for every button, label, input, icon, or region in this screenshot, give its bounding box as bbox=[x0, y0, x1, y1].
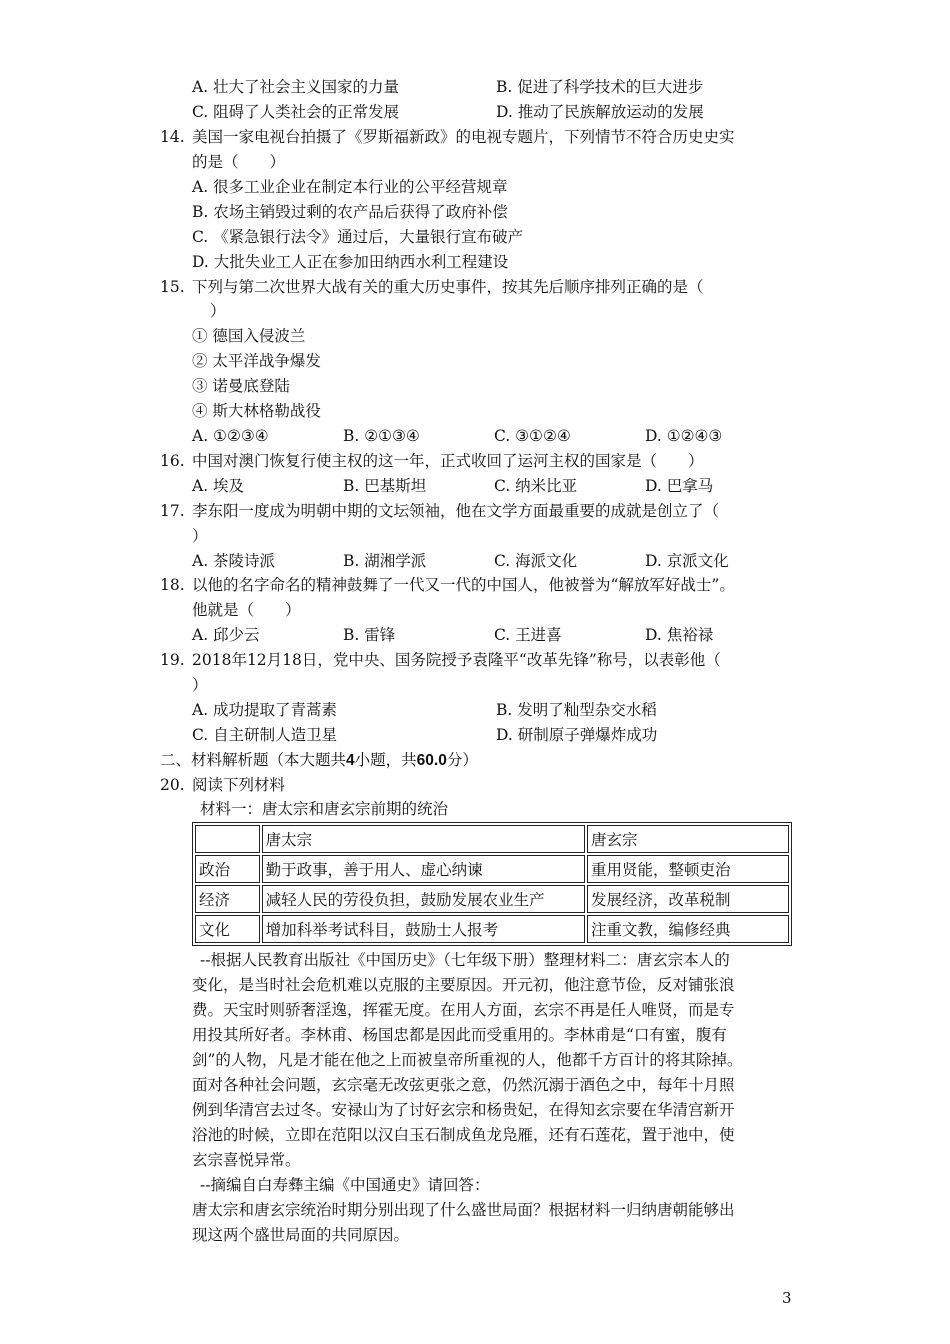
material-text-line: 面对各种社会问题，玄宗毫无改弦更张之意，仍然沉溺于酒色之中，每年十月照 bbox=[192, 1076, 735, 1094]
q14-option-b: B. 农场主销毁过剩的农产品后获得了政府补偿 bbox=[192, 203, 508, 221]
question-stem: 下列与第二次世界大战有关的重大历史事件，按其先后顺序排列正确的是（ bbox=[192, 278, 704, 296]
table-header-cell bbox=[195, 825, 260, 853]
q17-option-c: C. 海派文化 bbox=[494, 552, 578, 570]
q15-option-c: C. ③①②④ bbox=[494, 427, 571, 445]
q18-option-d: D. 焦裕禄 bbox=[645, 626, 714, 644]
q15-option-a: A. ①②③④ bbox=[192, 427, 269, 445]
question-stem: 李东阳一度成为明朝中期的文坛领袖，他在文学方面最重要的成就是创立了（ bbox=[192, 502, 720, 520]
material-text-line: 浴池的时候，立即在范阳以汉白玉石制成鱼龙凫雁，还有石莲花，置于池中，使 bbox=[192, 1126, 735, 1144]
question-stem-cont: ） bbox=[210, 302, 226, 320]
question-prompt: 唐太宗和唐玄宗统治时期分别出现了什么盛世局面？根据材料一归纳唐朝能够出 bbox=[192, 1201, 735, 1219]
question-stem: 中国对澳门恢复行使主权的这一年，正式收回了运河主权的国家是（ ） bbox=[192, 452, 704, 470]
q18-option-a: A. 邱少云 bbox=[192, 626, 260, 644]
q19-option-d: D. 研制原子弹爆炸成功 bbox=[496, 726, 658, 744]
q17-option-d: D. 京派文化 bbox=[645, 552, 729, 570]
question-stem-cont: 他就是（ ） bbox=[192, 601, 301, 619]
q19-option-c: C. 自主研制人造卫星 bbox=[192, 726, 338, 744]
table-cell: 政治 bbox=[195, 855, 260, 883]
table-header-row bbox=[195, 825, 789, 853]
material-text-line: 例到华清宫去过冬。安禄山为了讨好玄宗和杨贵妃，在得知玄宗要在华清宫新开 bbox=[192, 1101, 735, 1119]
q17-option-b: B. 湖湘学派 bbox=[343, 552, 427, 570]
table-cell: 减轻人民的劳役负担，鼓励发展农业生产 bbox=[262, 885, 585, 913]
question-stem-cont: ） bbox=[192, 676, 208, 694]
section-score: 60.0 bbox=[416, 752, 447, 769]
q18-option-c: C. 王进喜 bbox=[494, 626, 562, 644]
table-cell: 勤于政事，善于用人、虚心纳谏 bbox=[262, 855, 585, 883]
table-cell: 经济 bbox=[195, 885, 260, 913]
q13-option-b: B. 促进了科学技术的巨大进步 bbox=[496, 78, 704, 96]
q14-option-d: D. 大批失业工人正在参加田纳西水利工程建设 bbox=[192, 253, 509, 271]
comparison-table bbox=[192, 822, 792, 946]
q14-option-a: A. 很多工业企业在制定本行业的公平经营规章 bbox=[192, 178, 508, 196]
q13-option-c: C. 阻碍了人类社会的正常发展 bbox=[192, 103, 400, 121]
question-number: 14. bbox=[160, 128, 185, 146]
table-row bbox=[195, 855, 789, 883]
section-question-count: 4 bbox=[346, 752, 355, 769]
material-source: --摘编自白寿彝主编《中国通史》请回答： bbox=[200, 1176, 490, 1194]
question-number: 17. bbox=[160, 502, 185, 520]
question-intro: 阅读下列材料 bbox=[192, 776, 286, 794]
question-number: 18. bbox=[160, 576, 185, 594]
material-text-line: 剑”的人物，凡是才能在他之上而被皇帝所重视的人，他都千方百计的将其除掉。 bbox=[192, 1051, 743, 1069]
table-header-cell: 唐玄宗 bbox=[587, 825, 789, 853]
page-number: 3 bbox=[782, 1289, 792, 1307]
question-prompt: 现这两个盛世局面的共同原因。 bbox=[192, 1226, 410, 1244]
q16-option-b: B. 巴基斯坦 bbox=[343, 477, 427, 495]
q14-option-c: C. 《紧急银行法令》通过后，大量银行宣布破产 bbox=[192, 228, 524, 246]
table-cell: 文化 bbox=[195, 915, 260, 943]
q13-option-d: D. 推动了民族解放运动的发展 bbox=[496, 103, 704, 121]
event-item-4: ④ 斯大林格勒战役 bbox=[192, 402, 321, 420]
material-text-line: --根据人民教育出版社《中国历史》（七年级下册）整理材料二：唐玄宗本人的 bbox=[200, 951, 730, 969]
question-stem-cont: ） bbox=[192, 527, 208, 545]
q13-option-a: A. 壮大了社会主义国家的力量 bbox=[192, 78, 400, 96]
section-middle: 小题，共 bbox=[354, 751, 417, 769]
q16-option-a: A. 埃及 bbox=[192, 477, 245, 495]
question-number: 16. bbox=[160, 452, 185, 470]
q16-option-c: C. 纳米比亚 bbox=[494, 477, 578, 495]
event-item-3: ③ 诺曼底登陆 bbox=[192, 377, 290, 395]
question-stem: 以他的名字命名的精神鼓舞了一代又一代的中国人，他被誉为“解放军好战士”。 bbox=[192, 576, 735, 594]
q19-option-b: B. 发明了籼型杂交水稻 bbox=[496, 701, 657, 719]
question-number: 15. bbox=[160, 278, 185, 296]
material-text-line: 用投其所好者。李林甫、杨国忠都是因此而受重用的。李林甫是“口有蜜，腹有 bbox=[192, 1026, 727, 1044]
question-stem: 2018年12月18日，党中央、国务院授予袁隆平“改革先锋”称号，以表彰他（ bbox=[192, 651, 721, 669]
section-prefix: 二、材料解析题（本大题共 bbox=[160, 751, 347, 769]
material-text-line: 玄宗喜悦异常。 bbox=[192, 1151, 301, 1169]
material-1-title: 材料一：唐太宗和唐玄宗前期的统治 bbox=[200, 800, 449, 818]
table-row bbox=[195, 885, 789, 913]
event-item-1: ① 德国入侵波兰 bbox=[192, 327, 306, 345]
q17-option-a: A. 茶陵诗派 bbox=[192, 552, 276, 570]
section-suffix: 分） bbox=[446, 751, 478, 769]
q19-option-a: A. 成功提取了青蒿素 bbox=[192, 701, 338, 719]
table-cell: 发展经济，改革税制 bbox=[587, 885, 789, 913]
table-header-cell: 唐太宗 bbox=[262, 825, 585, 853]
material-text-line: 变化，是当时社会危机难以克服的主要原因。开元初，他注意节俭，反对铺张浪 bbox=[192, 976, 735, 994]
q18-option-b: B. 雷锋 bbox=[343, 626, 396, 644]
event-item-2: ② 太平洋战争爆发 bbox=[192, 352, 321, 370]
question-stem-cont: 的是（ ） bbox=[192, 153, 286, 171]
question-stem: 美国一家电视台拍摄了《罗斯福新政》的电视专题片，下列情节不符合历史史实 bbox=[192, 128, 735, 146]
q16-option-d: D. 巴拿马 bbox=[645, 477, 714, 495]
table-cell: 增加科举考试科目，鼓励士人报考 bbox=[262, 915, 585, 943]
q15-option-d: D. ①②④③ bbox=[645, 427, 723, 445]
table-cell: 注重文教，编修经典 bbox=[587, 915, 789, 943]
q15-option-b: B. ②①③④ bbox=[343, 427, 420, 445]
table-row bbox=[195, 915, 789, 943]
question-number: 19. bbox=[160, 651, 185, 669]
table-cell: 重用贤能，整顿吏治 bbox=[587, 855, 789, 883]
material-text-line: 费。天宝时则骄奢淫逸，挥霍无度。在用人方面，玄宗不再是任人唯贤，而是专 bbox=[192, 1001, 735, 1019]
question-number: 20. bbox=[160, 776, 185, 794]
